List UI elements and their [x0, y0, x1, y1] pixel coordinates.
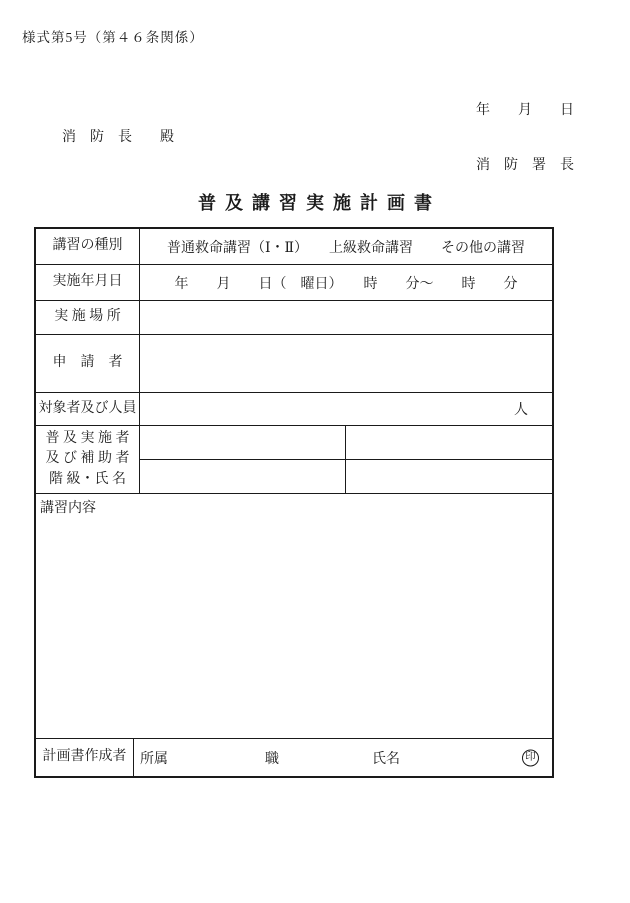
content-row: [36, 493, 552, 738]
sender-fire-station-chief: 消 防 署 長: [476, 158, 574, 173]
instructors-label-line1: 普 及 実 施 者: [45, 431, 130, 447]
form-number: 様式第5号（第４６条関係）: [22, 30, 204, 45]
form-title: 普及講習実施計画書: [198, 193, 441, 213]
instructors-label-line2: 及 び 補 助 者: [45, 451, 130, 467]
exec-date-template: 年 月 日（ 曜日） 時 分～ 時 分: [174, 276, 518, 292]
target-row: [36, 392, 552, 425]
place-value: [140, 301, 552, 334]
instructors-row: [36, 425, 552, 493]
content-label: 講習内容: [40, 501, 96, 516]
course-type-options: 普通救命講習（Ⅰ・Ⅱ） 上級救命講習 その他の講習: [166, 240, 526, 256]
instructor-cell-1: [140, 426, 346, 460]
target-unit: 人: [514, 403, 528, 418]
instructors-grid: [140, 426, 552, 493]
instructors-label-line3: 階 級・氏 名: [49, 471, 126, 487]
date-line: 年 月 日: [476, 103, 574, 118]
affiliation-label: 所属: [140, 751, 168, 767]
name-label: 氏名: [372, 751, 400, 767]
plan-form-table: [34, 227, 554, 778]
place-label: 実 施 場 所: [36, 301, 140, 334]
applicant-row: [36, 334, 552, 392]
instructor-cell-2: [346, 426, 552, 460]
addressee-fire-chief: 消 防 長 殿: [62, 130, 174, 145]
applicant-label: 申 請 者: [36, 335, 140, 392]
instructors-label: [36, 426, 140, 493]
author-row: [36, 738, 552, 776]
author-label: 計画書作成者: [36, 739, 134, 776]
instructor-cell-3: [140, 460, 346, 494]
course-type-row: [36, 229, 552, 264]
course-type-label: 講習の種別: [36, 229, 140, 264]
position-label: 職: [265, 751, 279, 767]
exec-date-label: 実施年月日: [36, 265, 140, 300]
place-row: [36, 300, 552, 334]
seal-mark-icon: 印: [522, 749, 539, 766]
target-label: 対象者及び人員: [36, 393, 140, 425]
author-fields: [134, 739, 552, 776]
exec-date-row: [36, 264, 552, 300]
applicant-value: [140, 335, 552, 392]
instructor-cell-4: [346, 460, 552, 494]
